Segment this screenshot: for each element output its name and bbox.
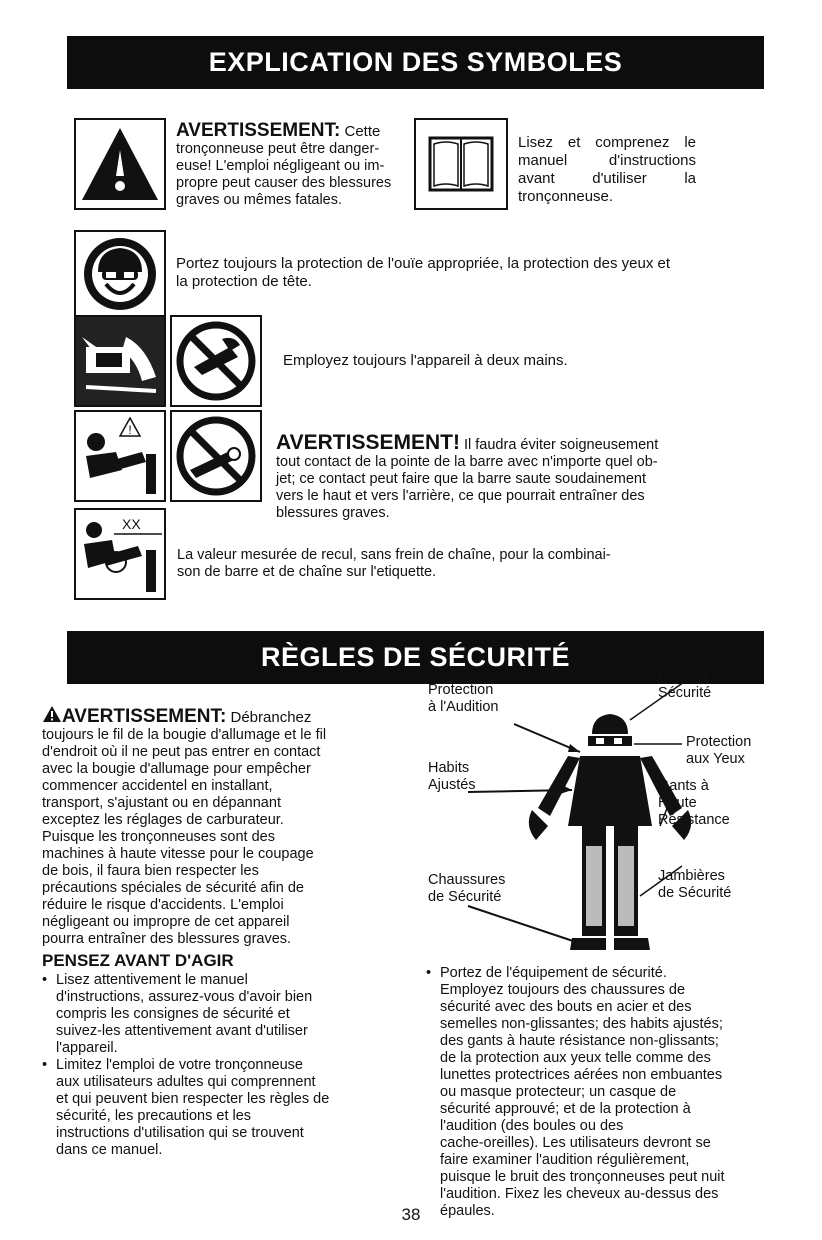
label-helmet bbox=[658, 668, 728, 702]
section-title-safety: RÈGLES DE SÉCURITÉ bbox=[67, 631, 764, 684]
page-number: 38 bbox=[401, 1205, 421, 1224]
warning2-block bbox=[276, 431, 706, 522]
label-line: Chaussures bbox=[428, 872, 506, 888]
bullet-line: l'audition. Fixez les cheveux au-dessus des bbox=[440, 1186, 719, 1202]
bullet-item bbox=[426, 965, 738, 1220]
warning3-line: de bois, il faura bien respecter les bbox=[42, 863, 259, 879]
warning3-line: précautions spéciales de sécurité afin de bbox=[42, 880, 304, 896]
warning3-lead: Débranchez bbox=[226, 709, 312, 726]
warning1-line: tronçonneuse peut être danger- bbox=[176, 141, 380, 157]
warning3-line: transport, s'ajustant ou en dépannant bbox=[42, 795, 281, 811]
warning3-line: exceptez les réglages de carburateur. bbox=[42, 812, 284, 828]
label-boots bbox=[428, 872, 505, 906]
warning1-line: graves ou mêmes fatales. bbox=[176, 192, 343, 208]
kickback-reaction-icon bbox=[74, 410, 166, 502]
label-line: Habits bbox=[428, 760, 470, 776]
manual-line: tronçonneuse. bbox=[518, 188, 614, 205]
bullet-line: dans ce manuel. bbox=[56, 1142, 163, 1158]
bullet-line: lunettes protectrices aérées non embuantes bbox=[440, 1067, 723, 1083]
kickback-line: La valeur mesurée de recul, sans frein de chaîne, pour la combinai- bbox=[177, 547, 611, 563]
svg-text:!: ! bbox=[128, 423, 132, 437]
two-hands-text: Employez toujours l'appareil à deux mains. bbox=[283, 352, 568, 369]
protective-gear-icon bbox=[74, 230, 166, 318]
label-line: Ajustés bbox=[428, 777, 476, 793]
label-line: Casque de bbox=[658, 668, 729, 684]
two-hands-operation-icon bbox=[74, 315, 166, 407]
warning3-line: commencer accidentel en installant, bbox=[42, 778, 273, 794]
label-line: à l'Audition bbox=[428, 699, 499, 715]
bullet-line: sécurité approuvé; et de la protection à bbox=[440, 1101, 691, 1117]
section-title-symbols: EXPLICATION DES SYMBOLES bbox=[67, 36, 764, 89]
warning3-line: machines à haute vitesse pour le coupage bbox=[42, 846, 314, 862]
kickback-value-label: XX bbox=[122, 516, 141, 532]
bullet-line: • Limitez l'emploi de votre tronçonneuse bbox=[56, 1057, 303, 1073]
label-line: Gants à Haute bbox=[658, 778, 709, 811]
right-bullet bbox=[426, 965, 738, 1220]
label-line: Jambières bbox=[658, 868, 725, 884]
bullet-line: d'instructions, assurez-vous d'avoir bien bbox=[56, 989, 313, 1005]
warning1-lead: Cette bbox=[340, 123, 381, 140]
bullet-line: épaules. bbox=[440, 1203, 495, 1219]
bullet-line: l'audition (des boules ou des bbox=[440, 1118, 624, 1134]
warning2-line: blessures graves. bbox=[276, 505, 390, 521]
bullet-line: puisque le bruit des tronçonneuses peut nuit bbox=[440, 1169, 725, 1185]
bullet-item bbox=[42, 972, 376, 1057]
bullet-line: • Lisez attentivement le manuel bbox=[56, 972, 248, 988]
bullet-line: des gants à haute résistance non-glissants; bbox=[440, 1033, 719, 1049]
manual-line: manuel d'instructions bbox=[518, 152, 696, 169]
protection-text bbox=[176, 255, 736, 291]
warning3-line: avec la bougie d'allumage pour empêcher bbox=[42, 761, 311, 777]
left-bullets bbox=[42, 972, 376, 1159]
warning3-line: négligeant ou impropre de cet appareil bbox=[42, 914, 290, 930]
warning1-line: propre peut causer des blessures bbox=[176, 175, 392, 191]
label-line: Protection bbox=[428, 682, 494, 698]
label-line: Protection bbox=[686, 734, 752, 750]
bullet-line: et qui peuvent bien respecter les règles de bbox=[56, 1091, 330, 1107]
bullet-line: suivez-les attentivement avant d'utiliser bbox=[56, 1023, 308, 1039]
bullet-item bbox=[42, 1057, 376, 1159]
warning2-heading: AVERTISSEMENT! bbox=[276, 431, 460, 454]
bullet-line: compris les consignes de sécurité et bbox=[56, 1006, 290, 1022]
warning3-line: pourra entraîner des blessures graves. bbox=[42, 931, 292, 947]
safety-equipment-figure bbox=[420, 668, 752, 956]
bullet-line: sécurité avec des bouts en acier et des bbox=[440, 999, 692, 1015]
label-hearing-protection bbox=[428, 682, 498, 716]
bullet-line: semelles non-glissantes; des habits ajustés; bbox=[440, 1016, 723, 1032]
label-line: Sécurité bbox=[658, 685, 712, 701]
label-line: Résistance bbox=[658, 812, 730, 828]
warning3-line: toujours le fil de la bougie d'allumage et le fil bbox=[42, 727, 327, 743]
warning2-line: vers le haut et vers l'arrière, ce que pourrait entraîner des bbox=[276, 488, 645, 504]
bullet-line: sécurité, les precautions et les bbox=[56, 1108, 252, 1124]
warning3-block bbox=[42, 705, 376, 948]
manual-text bbox=[518, 134, 696, 206]
protection-line: Portez toujours la protection de l'ouïe appropriée, la protection des yeux et bbox=[176, 255, 670, 272]
label-eye-protection bbox=[686, 734, 751, 768]
bullet-line: cache-oreilles). Les utilisateurs devront se bbox=[440, 1135, 711, 1151]
label-line: de Sécurité bbox=[428, 889, 502, 905]
warning2-line: jet; ce contact peut faire que la barre saute soudainement bbox=[276, 471, 646, 487]
warning1-block bbox=[176, 122, 401, 209]
manual-line: avant d'utiliser la bbox=[518, 170, 696, 187]
warning3-line: Puisque les tronçonneuses sont des bbox=[42, 829, 275, 845]
warning-triangle-small-icon bbox=[42, 705, 62, 723]
kickback-value-icon bbox=[74, 508, 166, 600]
bar-tip-contact-prohibited-icon bbox=[170, 410, 262, 502]
bullet-line: • Portez de l'équipement de sécurité. bbox=[440, 965, 667, 981]
warning3-heading: AVERTISSEMENT: bbox=[62, 706, 227, 727]
warning2-lead: Il faudra éviter soigneusement bbox=[459, 437, 659, 453]
protection-line: la protection de tête. bbox=[176, 273, 312, 290]
bullet-line: l'appareil. bbox=[56, 1040, 118, 1056]
bullet-line: de la protection aux yeux telle comme des bbox=[440, 1050, 711, 1066]
bullet-line: faire examiner l'audition régulièrement, bbox=[440, 1152, 690, 1168]
bullet-line: aux utilisateurs adultes qui comprennent bbox=[56, 1074, 316, 1090]
warning3-line: d'endroit où il ne peut pas entrer en contact bbox=[42, 744, 321, 760]
warning1-line: euse! L'emploi négligeant ou im- bbox=[176, 158, 385, 174]
warning2-line: tout contact de la pointe de la barre avec n'importe quel ob- bbox=[276, 454, 658, 470]
bullet-line: Employez toujours des chaussures de bbox=[440, 982, 686, 998]
warning1-heading: AVERTISSEMENT: bbox=[176, 120, 341, 141]
label-fitted-clothing bbox=[428, 760, 476, 794]
kickback-line: son de barre et de chaîne sur l'etiquette. bbox=[177, 564, 437, 580]
warning-triangle-icon bbox=[74, 118, 166, 210]
bullet-line: instructions d'utilisation qui se trouvent bbox=[56, 1125, 304, 1141]
manual-line: Lisez et comprenez le bbox=[518, 134, 696, 151]
label-gloves bbox=[658, 778, 750, 829]
kickback-text bbox=[177, 547, 697, 581]
label-line: de Sécurité bbox=[658, 885, 732, 901]
warning3-line: réduire le risque d'accidents. L'emploi bbox=[42, 897, 284, 913]
one-hand-prohibited-icon bbox=[170, 315, 262, 407]
bullet-line: ou masque protecteur; un casque de bbox=[440, 1084, 677, 1100]
manual-book-icon bbox=[414, 118, 508, 210]
label-line: aux Yeux bbox=[686, 751, 745, 767]
think-before-acting-heading: PENSEZ AVANT D'AGIR bbox=[42, 951, 234, 970]
label-leg-protection bbox=[658, 868, 731, 902]
